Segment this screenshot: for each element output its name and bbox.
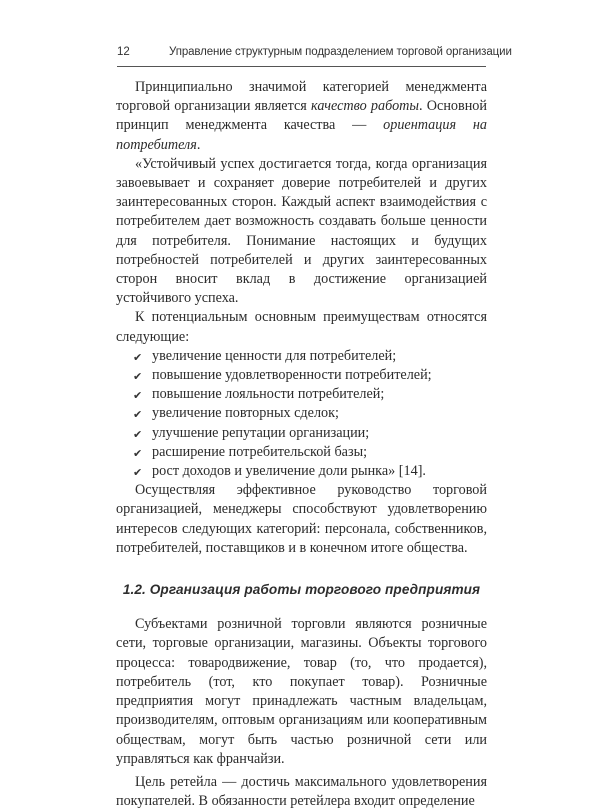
checkmark-icon: ✔ [133, 389, 143, 403]
checkmark-icon: ✔ [133, 446, 143, 460]
checkmark-icon: ✔ [133, 350, 143, 364]
running-title: Управление структурным подразделением торговой организации [169, 46, 512, 58]
text-run: . [196, 136, 201, 153]
list-item [116, 462, 487, 481]
list-item-text: улучшение репутации организации; [152, 424, 370, 441]
list-item [116, 443, 487, 462]
list-item [116, 424, 487, 443]
paragraph-retail-goal: Цель ретейла — достичь максимального удовлетворения покупателей. В обязанности ретейлера входит определение [116, 773, 487, 810]
list-item [116, 385, 487, 404]
list-item-text: повышение лояльности потребителей; [152, 386, 385, 403]
list-item-text: увеличение ценности для потребителей; [152, 347, 397, 364]
page-body [116, 78, 487, 811]
list-item-text: расширение потребительской базы; [152, 443, 368, 460]
checkmark-icon: ✔ [133, 370, 143, 384]
paragraph-stakeholders: Осуществляя эффективное руководство торговой организацией, менеджеры способствуют удовлетворению интересов следующих категорий: персонала, собственников, потребителей, поставщиков и в конечном итоге общества. [116, 482, 487, 556]
checkmark-icon: ✔ [133, 427, 143, 441]
list-item [116, 347, 487, 366]
checkmark-icon: ✔ [133, 466, 143, 480]
checkmark-icon: ✔ [133, 408, 143, 422]
list-item-text: увеличение повторных сделок; [152, 405, 339, 422]
section-heading: 1.2. Организация работы торгового предприятия [122, 582, 481, 598]
paragraph-retail-subjects: Субъектами розничной торговли являются розничные сети, торговые организации, магазины. Объекты торгового процесса: товародвижение, товар (то, что продается), потребитель (тот, кто покупает товар). Розничные предприятия могут принадлежать частным владельцам, производителям, оптовым организациям или кооперативным обществам, могут быть частью розничной сети или управляться как франчайзи. [116, 616, 487, 767]
paragraph-quality [116, 78, 487, 155]
list-item [116, 404, 487, 423]
page-number: 12 [117, 46, 130, 58]
header-divider [117, 66, 486, 67]
text-run: Принципиально значимой категорией менеджмента торговой организации является [116, 79, 487, 115]
emphasis-quality-of-work: качество работы [311, 98, 420, 115]
benefits-list [116, 347, 487, 481]
paragraph-sustained-success-quote: «Устойчивый успех достигается тогда, когда организация завоевывает и сохраняет доверие потребителей и других заинтересованных сторон. Каждый аспект взаимодействия с потребителем дает возможность создавать больше ценности для потребителя. Понимание настоящих и будущих потребностей потребителей и других заинтересованных сторон вносит вклад в достижение организацией устойчивого успеха. [116, 155, 487, 307]
paragraph-benefits-intro: К потенциальным основным преимуществам относятся следующие: [116, 309, 487, 345]
list-item-text: повышение удовлетворенности потребителей; [152, 367, 432, 384]
list-item [116, 366, 487, 385]
emphasis-customer-focus: ориентация на потребителя [116, 117, 488, 153]
text-run: . Основной принцип менеджмента качества — [116, 98, 487, 134]
list-item-text: рост доходов и увеличение доли рынка» [14]. [152, 463, 426, 480]
